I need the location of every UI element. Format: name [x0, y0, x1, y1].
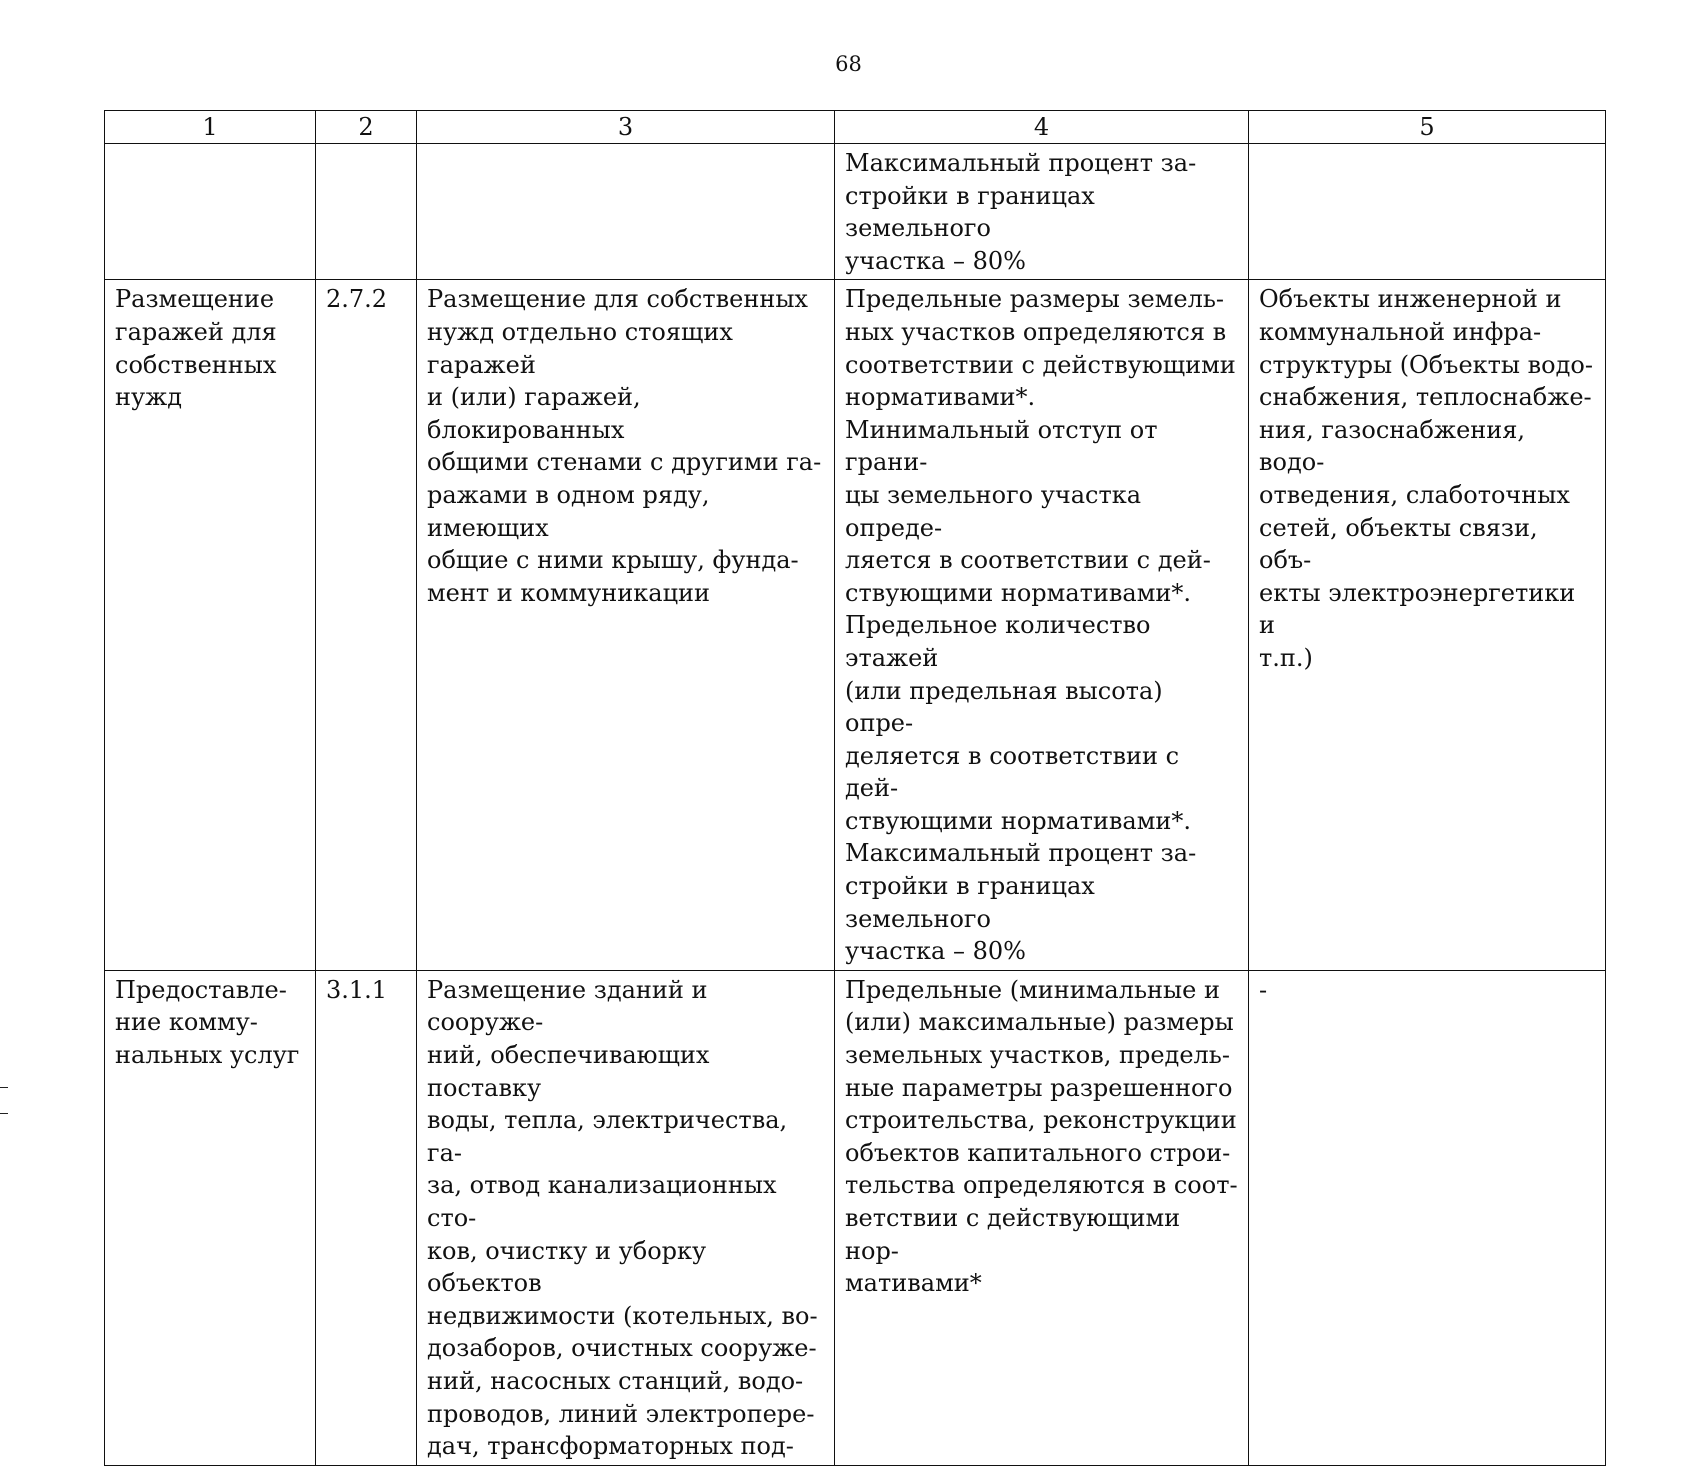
header-cell-2: 2	[316, 111, 417, 144]
use-description-cell	[417, 280, 835, 970]
parameters-text: Максимальный процент за- стройки в границах земельного участка – 80%	[845, 149, 1197, 275]
use-description-text: Размещение для собственных нужд отдельно стоящих гаражей и (или) гаражей, блокированных общими стенами с другими га- ражами в одном ряду, имеющих общие с ними крышу, фунда- мент и коммуникации	[427, 285, 822, 607]
header-cell-1: 1	[105, 111, 316, 144]
parameters-text: Предельные (минимальные и (или) максимальные) размеры земельных участков, предель- ные параметры разрешенного строительства, реконструкции объектов капитального строи- тельства определяются в соот- ветствии с действующими нор- мативами*	[845, 975, 1238, 1298]
use-description-text: Размещение зданий и сооруже- ний, обеспечивающих поставку воды, тепла, электричества, га- за, отвод канализационных сто- ков, очистку и уборку объектов недвижимости (котельных, во- дозаборов, очистных сооруже- ний, насосных станций, водо- проводов, линий электропере- дач, трансформаторных под-	[427, 975, 818, 1461]
scan-margin-mark	[0, 1087, 8, 1088]
use-name-cell	[105, 280, 316, 970]
regulations-table	[104, 110, 1606, 1466]
infrastructure-cell	[1249, 144, 1606, 280]
scan-margin-mark	[0, 1113, 8, 1114]
table-row	[105, 144, 1606, 280]
table-header-row	[105, 111, 1606, 144]
use-code-cell	[316, 280, 417, 970]
use-code-cell	[316, 970, 417, 1465]
header-cell-3: 3	[417, 111, 835, 144]
use-code-text: 3.1.1	[326, 975, 388, 1004]
use-description-cell	[417, 144, 835, 280]
header-cell-4: 4	[835, 111, 1249, 144]
use-code-cell	[316, 144, 417, 280]
table-row	[105, 970, 1606, 1465]
use-description-cell	[417, 970, 835, 1465]
page-number: 68	[835, 52, 862, 76]
parameters-cell	[835, 970, 1249, 1465]
infrastructure-cell	[1249, 970, 1606, 1465]
infrastructure-text: Объекты инженерной и коммунальной инфра- структуры (Объекты водо- снабжения, теплоснабже- ния, газоснабжения, водо- отведения, слаботочных сетей, объекты связи, объ- екты электроэнергетики и т.п.)	[1259, 285, 1593, 672]
infrastructure-cell	[1249, 280, 1606, 970]
use-name-text: Предоставле- ние комму- нальных услуг	[115, 975, 300, 1070]
table-row	[105, 280, 1606, 970]
header-cell-5: 5	[1249, 111, 1606, 144]
parameters-cell	[835, 280, 1249, 970]
use-name-cell	[105, 970, 316, 1465]
use-name-text: Размещение гаражей для собственных нужд	[115, 285, 277, 412]
use-name-cell	[105, 144, 316, 280]
parameters-cell	[835, 144, 1249, 280]
use-code-text: 2.7.2	[326, 285, 388, 314]
infrastructure-text: -	[1259, 975, 1268, 1004]
parameters-text: Предельные размеры земель- ных участков определяются в соответствии с действующими нормативами*. Минимальный отступ от грани- цы земельного участка опреде- ляется в соответствии с дей- ствующими нормативами*. Предельное количество этажей (или предельная высота) опре- деляется в соответствии с дей- ствующими нормативами*. Максимальный процент за- стройки в границах земельного участка – 80%	[845, 285, 1236, 966]
